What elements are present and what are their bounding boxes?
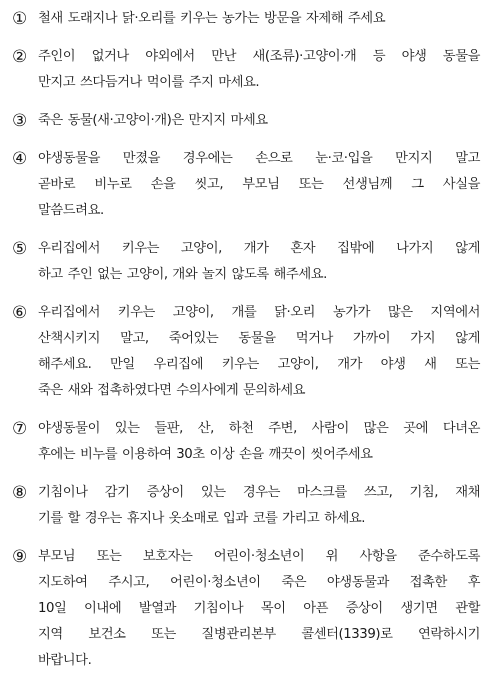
item-text-line: 우리집에서 키우는 고양이, 개가 혼자 집밖에 나가지 않게 [38, 241, 480, 256]
item-number-3: ③ [12, 111, 28, 131]
guideline-item-2 [10, 44, 480, 96]
item-number-5: ⑤ [12, 239, 28, 259]
item-text-line: 야생동물을 만졌을 경우에는 손으로 눈·코·입을 만지지 말고 [38, 151, 480, 166]
guideline-item-5 [10, 236, 480, 288]
guideline-item-3 [10, 108, 480, 134]
guideline-item-8 [10, 480, 480, 532]
guideline-item-1 [10, 6, 480, 32]
item-text-line: 우리집에서 키우는 고양이, 개를 닭·오리 농가가 많은 지역에서 [38, 305, 480, 320]
item-number-4: ④ [12, 149, 28, 169]
item-text-line: 산책시키지 말고, 죽어있는 동물을 먹거나 가까이 가지 않게 [38, 331, 480, 346]
item-text-line: 부모님 또는 보호자는 어린이·청소년이 위 사항을 준수하도록 [38, 549, 480, 564]
item-number-7: ⑦ [12, 419, 28, 439]
item-text-line: 만지고 쓰다듬거나 먹이를 주지 마세요. [38, 75, 260, 90]
item-text-line: 후에는 비누를 이용하여 30초 이상 손을 깨끗이 씻어주세요 [38, 447, 373, 462]
item-text-line: 바랍니다. [38, 653, 92, 668]
item-number-6: ⑥ [12, 303, 28, 323]
item-text-line: 죽은 동물(새·고양이·개)은 만지지 마세요 [38, 113, 268, 128]
guideline-item-9 [10, 544, 480, 674]
item-text-line: 말씀드려요. [38, 203, 104, 218]
guideline-list [10, 6, 480, 686]
item-text-line: 기를 할 경우는 휴지나 옷소매로 입과 코를 가리고 하세요. [38, 511, 366, 526]
item-text-line: 철새 도래지나 닭·오리를 키우는 농가는 방문을 자제해 주세요 [38, 11, 386, 26]
item-text-line: 곧바로 비누로 손을 씻고, 부모님 또는 선생님께 그 사실을 [38, 177, 480, 192]
item-number-9: ⑨ [12, 547, 28, 567]
item-text-line: 하고 주인 없는 고양이, 개와 놀지 않도록 해주세요. [38, 267, 327, 282]
guideline-item-6 [10, 300, 480, 404]
item-text-line: 주인이 없거나 야외에서 만난 새(조류)·고양이·개 등 야생 동물을 [38, 49, 480, 64]
item-text-line: 지역 보건소 또는 질병관리본부 콜센터(1339)로 연락하시기 [38, 627, 480, 642]
item-text-line: 기침이나 감기 증상이 있는 경우는 마스크를 쓰고, 기침, 재채 [38, 485, 480, 500]
item-number-1: ① [12, 9, 28, 29]
item-number-2: ② [12, 47, 28, 67]
item-text-line: 야생동물이 있는 들판, 산, 하천 주변, 사람이 많은 곳에 다녀온 [38, 421, 480, 436]
item-text-line: 지도하여 주시고, 어린이·청소년이 죽은 야생동물과 접촉한 후 [38, 575, 480, 590]
guideline-item-7 [10, 416, 480, 468]
item-number-8: ⑧ [12, 483, 28, 503]
item-text-line: 10일 이내에 발열과 기침이나 목이 아픈 증상이 생기면 관할 [38, 601, 480, 616]
guideline-item-4 [10, 146, 480, 224]
item-text-line: 죽은 새와 접촉하였다면 수의사에게 문의하세요 [38, 383, 306, 398]
item-text-line: 해주세요. 만일 우리집에 키우는 고양이, 개가 야생 새 또는 [38, 357, 480, 372]
